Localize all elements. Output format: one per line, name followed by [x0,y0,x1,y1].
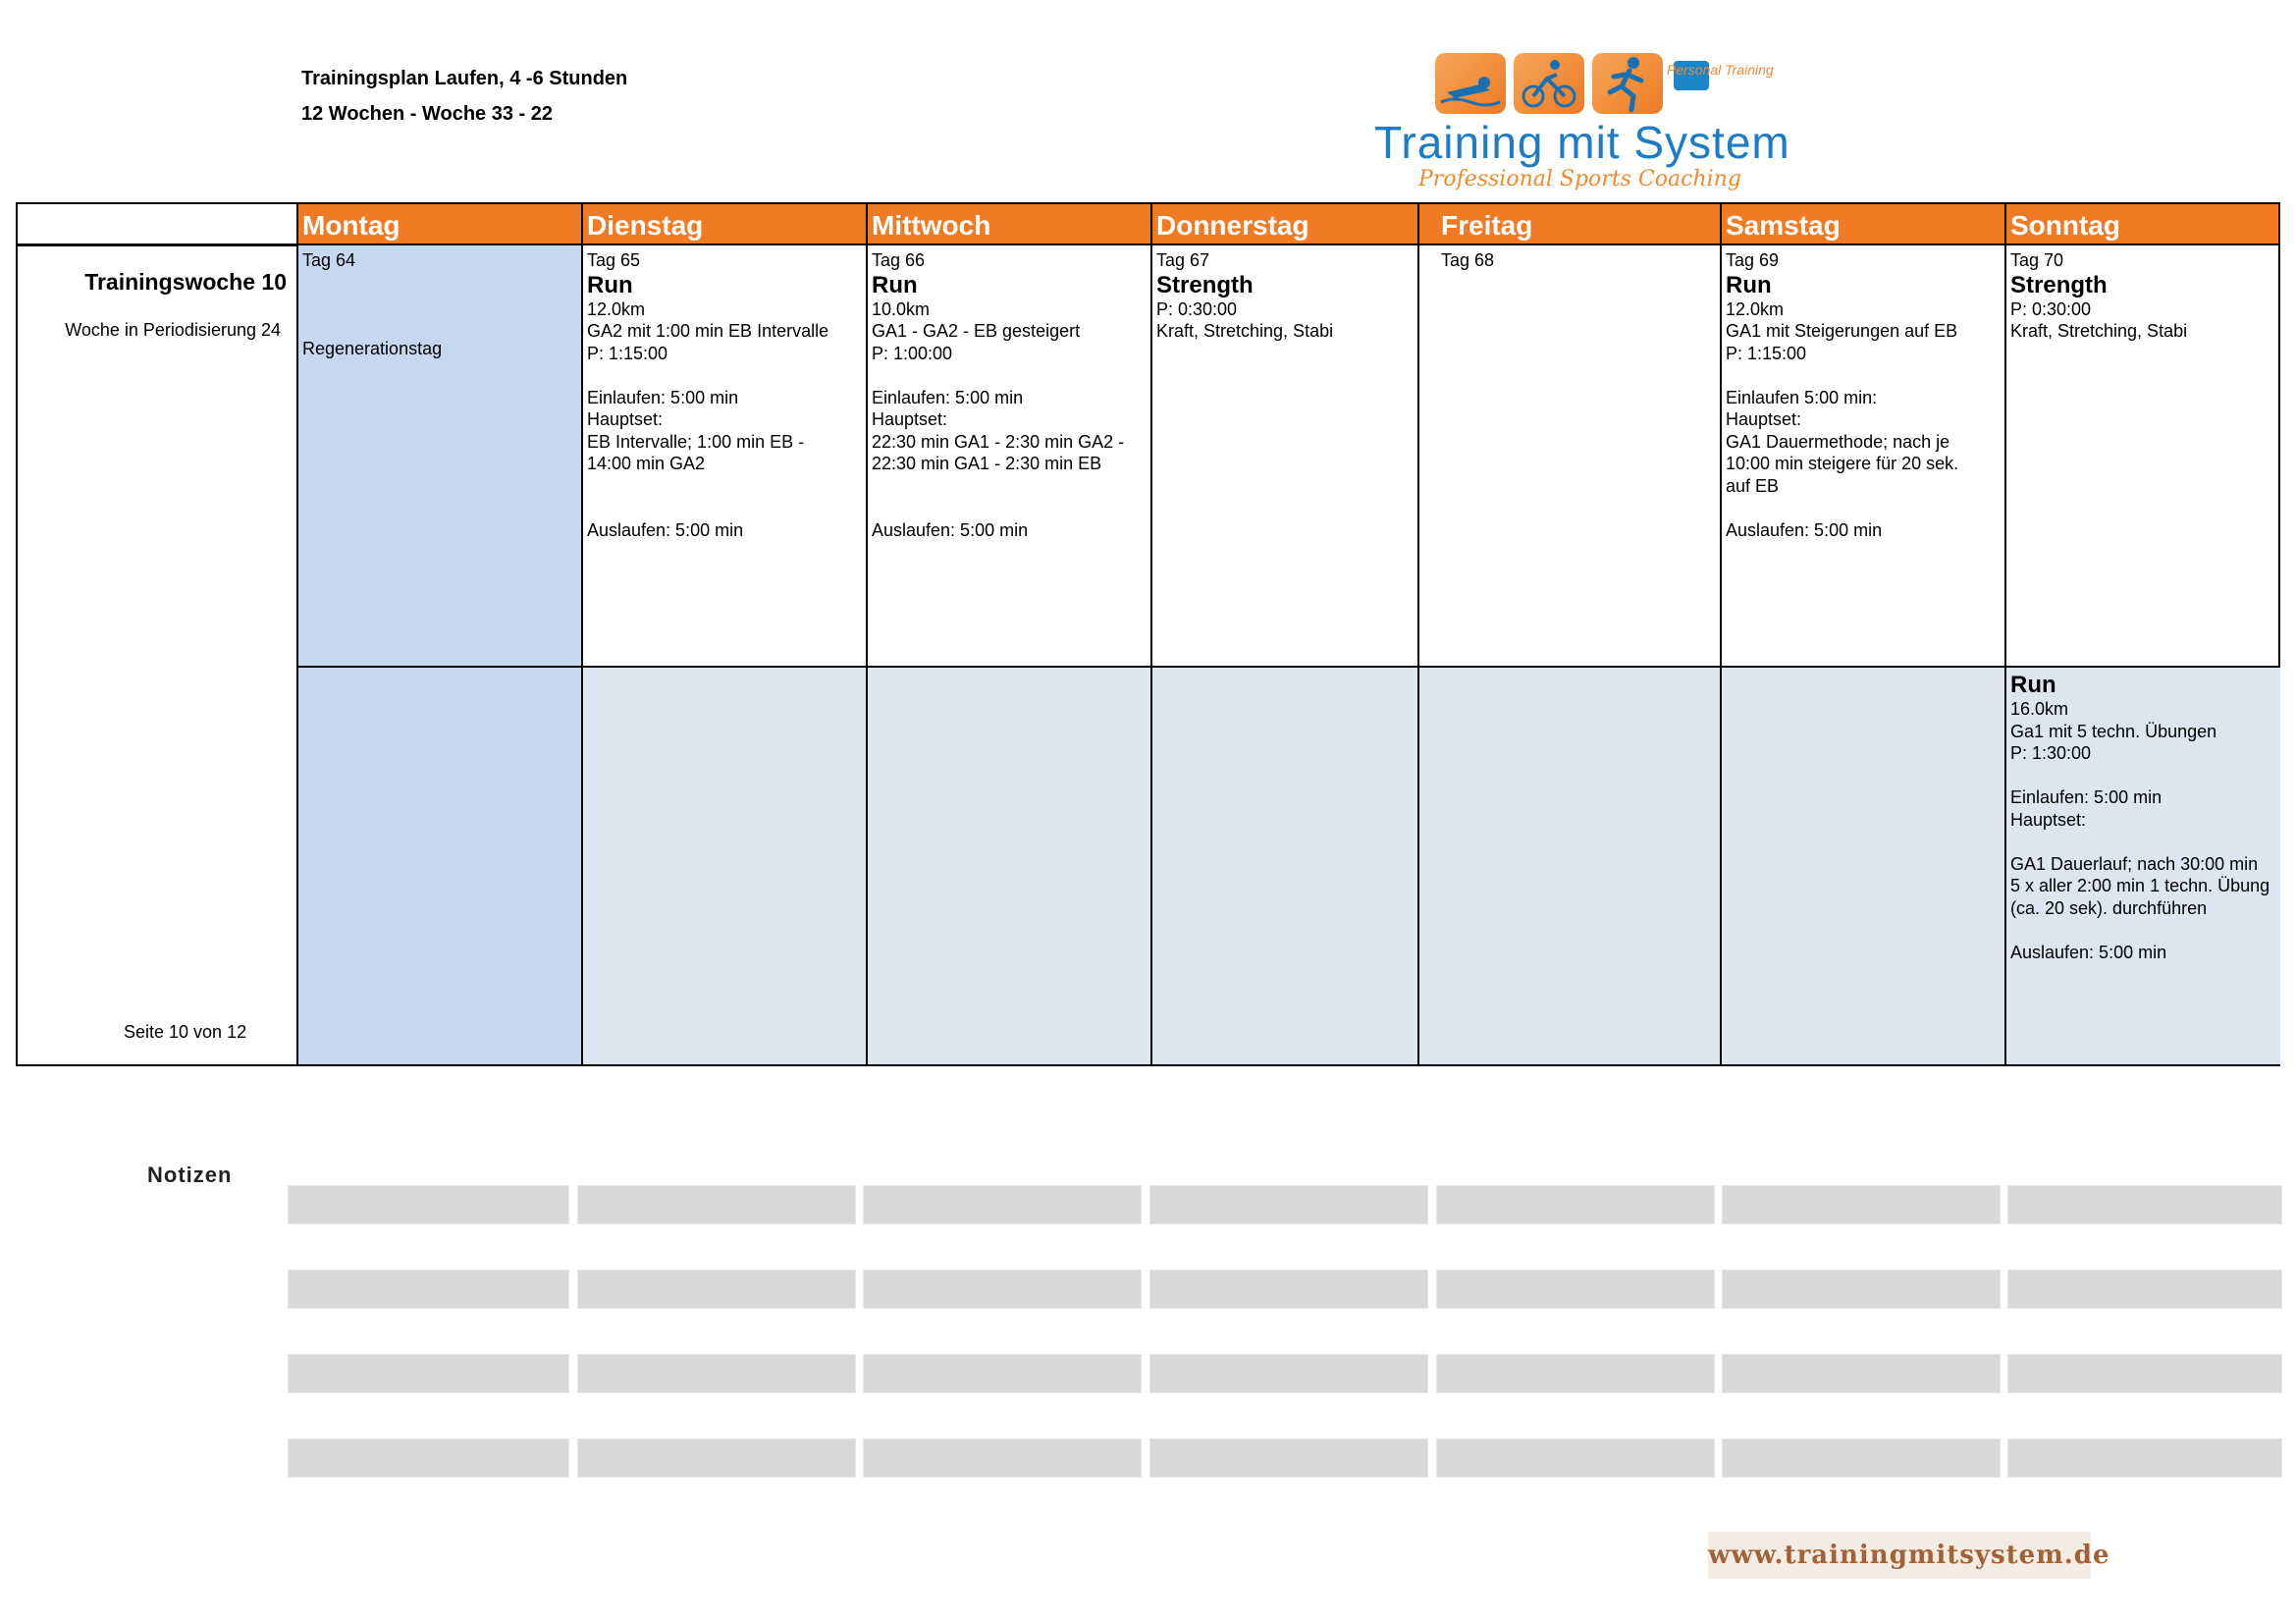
day-cell-samstag [1722,245,2006,666]
website-url[interactable]: www.trainingmitsystem.de [1708,1532,2091,1579]
session-detail: 16.0km [2010,699,2069,719]
day-number: Tag 68 [1441,250,1495,270]
note-field[interactable] [863,1438,1142,1478]
session-detail [2010,765,2276,787]
session-detail [302,294,577,316]
session-detail: GA1 mit Steigerungen auf EB [1726,321,1958,341]
training-week-label: Trainingswoche 10 [84,269,287,295]
session-type: Strength [2010,271,2108,298]
note-field[interactable] [288,1438,569,1478]
second-session-cell-sonntag [2006,666,2280,1064]
day-header-freitag: Freitag [1419,204,1722,243]
day-number: Tag 64 [302,250,356,270]
session-detail: Kraft, Stretching, Stabi [2010,321,2188,341]
session-detail: P: 1:15:00 [1726,343,1807,363]
session-detail: Einlaufen: 5:00 min [872,387,1024,407]
note-field[interactable] [2007,1438,2282,1478]
note-field[interactable] [863,1354,1142,1393]
session-detail: EB Intervalle; 1:00 min EB - [587,431,805,452]
note-field[interactable] [1436,1185,1715,1224]
session-detail: Ga1 mit 5 techn. Übungen [2010,721,2217,741]
session-detail [1726,497,2001,519]
second-session-cell-mittwoch [868,666,1152,1064]
session-detail: P: 1:00:00 [872,343,953,363]
session-detail: GA1 - GA2 - EB gesteigert [872,321,1081,341]
note-field[interactable] [2007,1185,2282,1224]
document-title [301,61,627,132]
note-field[interactable] [577,1438,856,1478]
session-detail [587,497,862,519]
day-header-dienstag: Dienstag [583,204,868,243]
session-detail [2010,919,2276,942]
brand-tagline: Professional Sports Coaching [1418,167,1741,191]
note-field[interactable] [1722,1185,2001,1224]
day-cell-montag [298,245,583,666]
session-type: Run [587,271,633,298]
note-field[interactable] [577,1270,856,1309]
note-field[interactable] [1436,1270,1715,1309]
day-number: Tag 65 [587,250,641,270]
note-field[interactable] [1149,1185,1428,1224]
note-field[interactable] [863,1185,1142,1224]
second-session-cell-donnerstag [1152,666,1419,1064]
day-cell-dienstag [583,245,868,666]
note-field[interactable] [1149,1270,1428,1309]
weekly-plan-table [16,202,2280,1066]
note-field[interactable] [1722,1270,2001,1309]
note-field[interactable] [1722,1438,2001,1478]
day-header-donnerstag: Donnerstag [1152,204,1419,243]
session-detail: 22:30 min GA1 - 2:30 min GA2 - [872,431,1125,452]
session-detail: P: 1:30:00 [2010,743,2092,763]
day-number: Tag 70 [2010,250,2064,270]
day-number: Tag 66 [872,250,926,270]
session-detail: GA1 Dauerlauf; nach 30:00 min [2010,853,2259,874]
note-field[interactable] [2007,1270,2282,1309]
note-field[interactable] [1149,1354,1428,1393]
session-detail: 10:00 min steigere für 20 sek. [1726,454,1959,473]
day-number: Tag 69 [1726,250,1780,270]
session-detail: Hauptset: [872,409,948,429]
session-detail [1726,364,2001,387]
day-cell-donnerstag [1152,245,1419,666]
session-detail: (ca. 20 sek). durchführen [2010,897,2208,918]
note-field[interactable] [577,1354,856,1393]
second-session-cell-samstag [1722,666,2006,1064]
session-detail: Einlaufen: 5:00 min [587,387,739,407]
title-line-2: 12 Wochen - Woche 33 - 22 [301,103,554,125]
session-detail [587,364,862,387]
session-detail: Auslaufen: 5:00 min [587,519,744,540]
header-blank-cell [18,204,298,243]
note-field[interactable] [2007,1354,2282,1393]
second-session-cell-freitag [1419,666,1722,1064]
session-type: Run [2010,672,2056,698]
session-detail [302,272,577,295]
note-field[interactable] [288,1270,569,1309]
second-session-cell-dienstag [583,666,868,1064]
day-cell-freitag [1419,245,1722,666]
session-detail: P: 0:30:00 [1156,298,1238,319]
session-detail: Hauptset: [587,409,664,429]
note-field[interactable] [288,1354,569,1393]
session-detail: auf EB [1726,475,1780,496]
second-session-cell-montag [298,666,583,1064]
runner-icon [1592,53,1663,114]
note-field[interactable] [577,1185,856,1224]
swimmer-icon [1435,53,1506,114]
note-field[interactable] [1436,1354,1715,1393]
day-header-mittwoch: Mittwoch [868,204,1152,243]
session-detail: 10.0km [872,298,931,319]
day-cell-mittwoch [868,245,1152,666]
session-detail: 14:00 min GA2 [587,454,706,473]
brand-name: Training mit System [1374,117,1790,168]
session-detail [872,475,1147,498]
day-header-sonntag: Sonntag [2006,204,2280,243]
session-detail: P: 1:15:00 [587,343,668,363]
session-detail: Auslaufen: 5:00 min [1726,519,1883,540]
session-detail: Auslaufen: 5:00 min [872,519,1029,540]
session-detail: Hauptset: [1726,409,1802,429]
session-detail: 5 x aller 2:00 min 1 techn. Übung [2010,876,2270,895]
day-header-samstag: Samstag [1722,204,2006,243]
session-detail: 12.0km [587,298,646,319]
note-field[interactable] [288,1185,569,1224]
session-detail [302,316,577,339]
session-detail [587,475,862,498]
week-sidebar [18,245,298,1064]
page-number: Seite 10 von 12 [124,1022,247,1042]
session-detail: Hauptset: [2010,809,2087,830]
session-detail: Einlaufen: 5:00 min [2010,787,2163,807]
cyclist-icon [1514,53,1584,114]
note-field[interactable] [863,1270,1142,1309]
notes-label: Notizen [147,1163,233,1187]
session-detail: Kraft, Stretching, Stabi [1156,321,1334,341]
day-number: Tag 67 [1156,250,1210,270]
session-detail: Auslaufen: 5:00 min [2010,942,2167,962]
day-header-montag: Montag [298,204,583,243]
session-detail: GA2 mit 1:00 min EB Intervalle [587,321,829,341]
session-detail [2010,831,2276,853]
session-type: Run [1726,271,1772,298]
session-detail: Regenerationstag [302,339,443,358]
periodisation-label: Woche in Periodisierung 24 [65,320,281,340]
session-detail [872,497,1147,519]
session-detail [872,364,1147,387]
day-cell-sonntag [2006,245,2280,666]
note-field[interactable] [1149,1438,1428,1478]
session-detail: 22:30 min GA1 - 2:30 min EB [872,454,1102,473]
session-detail: P: 0:30:00 [2010,298,2092,319]
session-detail: GA1 Dauermethode; nach je [1726,431,1950,452]
note-field[interactable] [1436,1438,1715,1478]
personal-training-label: Personal Training [1667,62,1774,78]
note-field[interactable] [1722,1354,2001,1393]
session-detail: Einlaufen 5:00 min: [1726,387,1878,407]
session-type: Run [872,271,918,298]
title-line-1: Trainingsplan Laufen, 4 -6 Stunden [301,68,628,89]
brand-logo [1374,51,1816,189]
session-detail: 12.0km [1726,298,1785,319]
session-type: Strength [1156,271,1254,298]
